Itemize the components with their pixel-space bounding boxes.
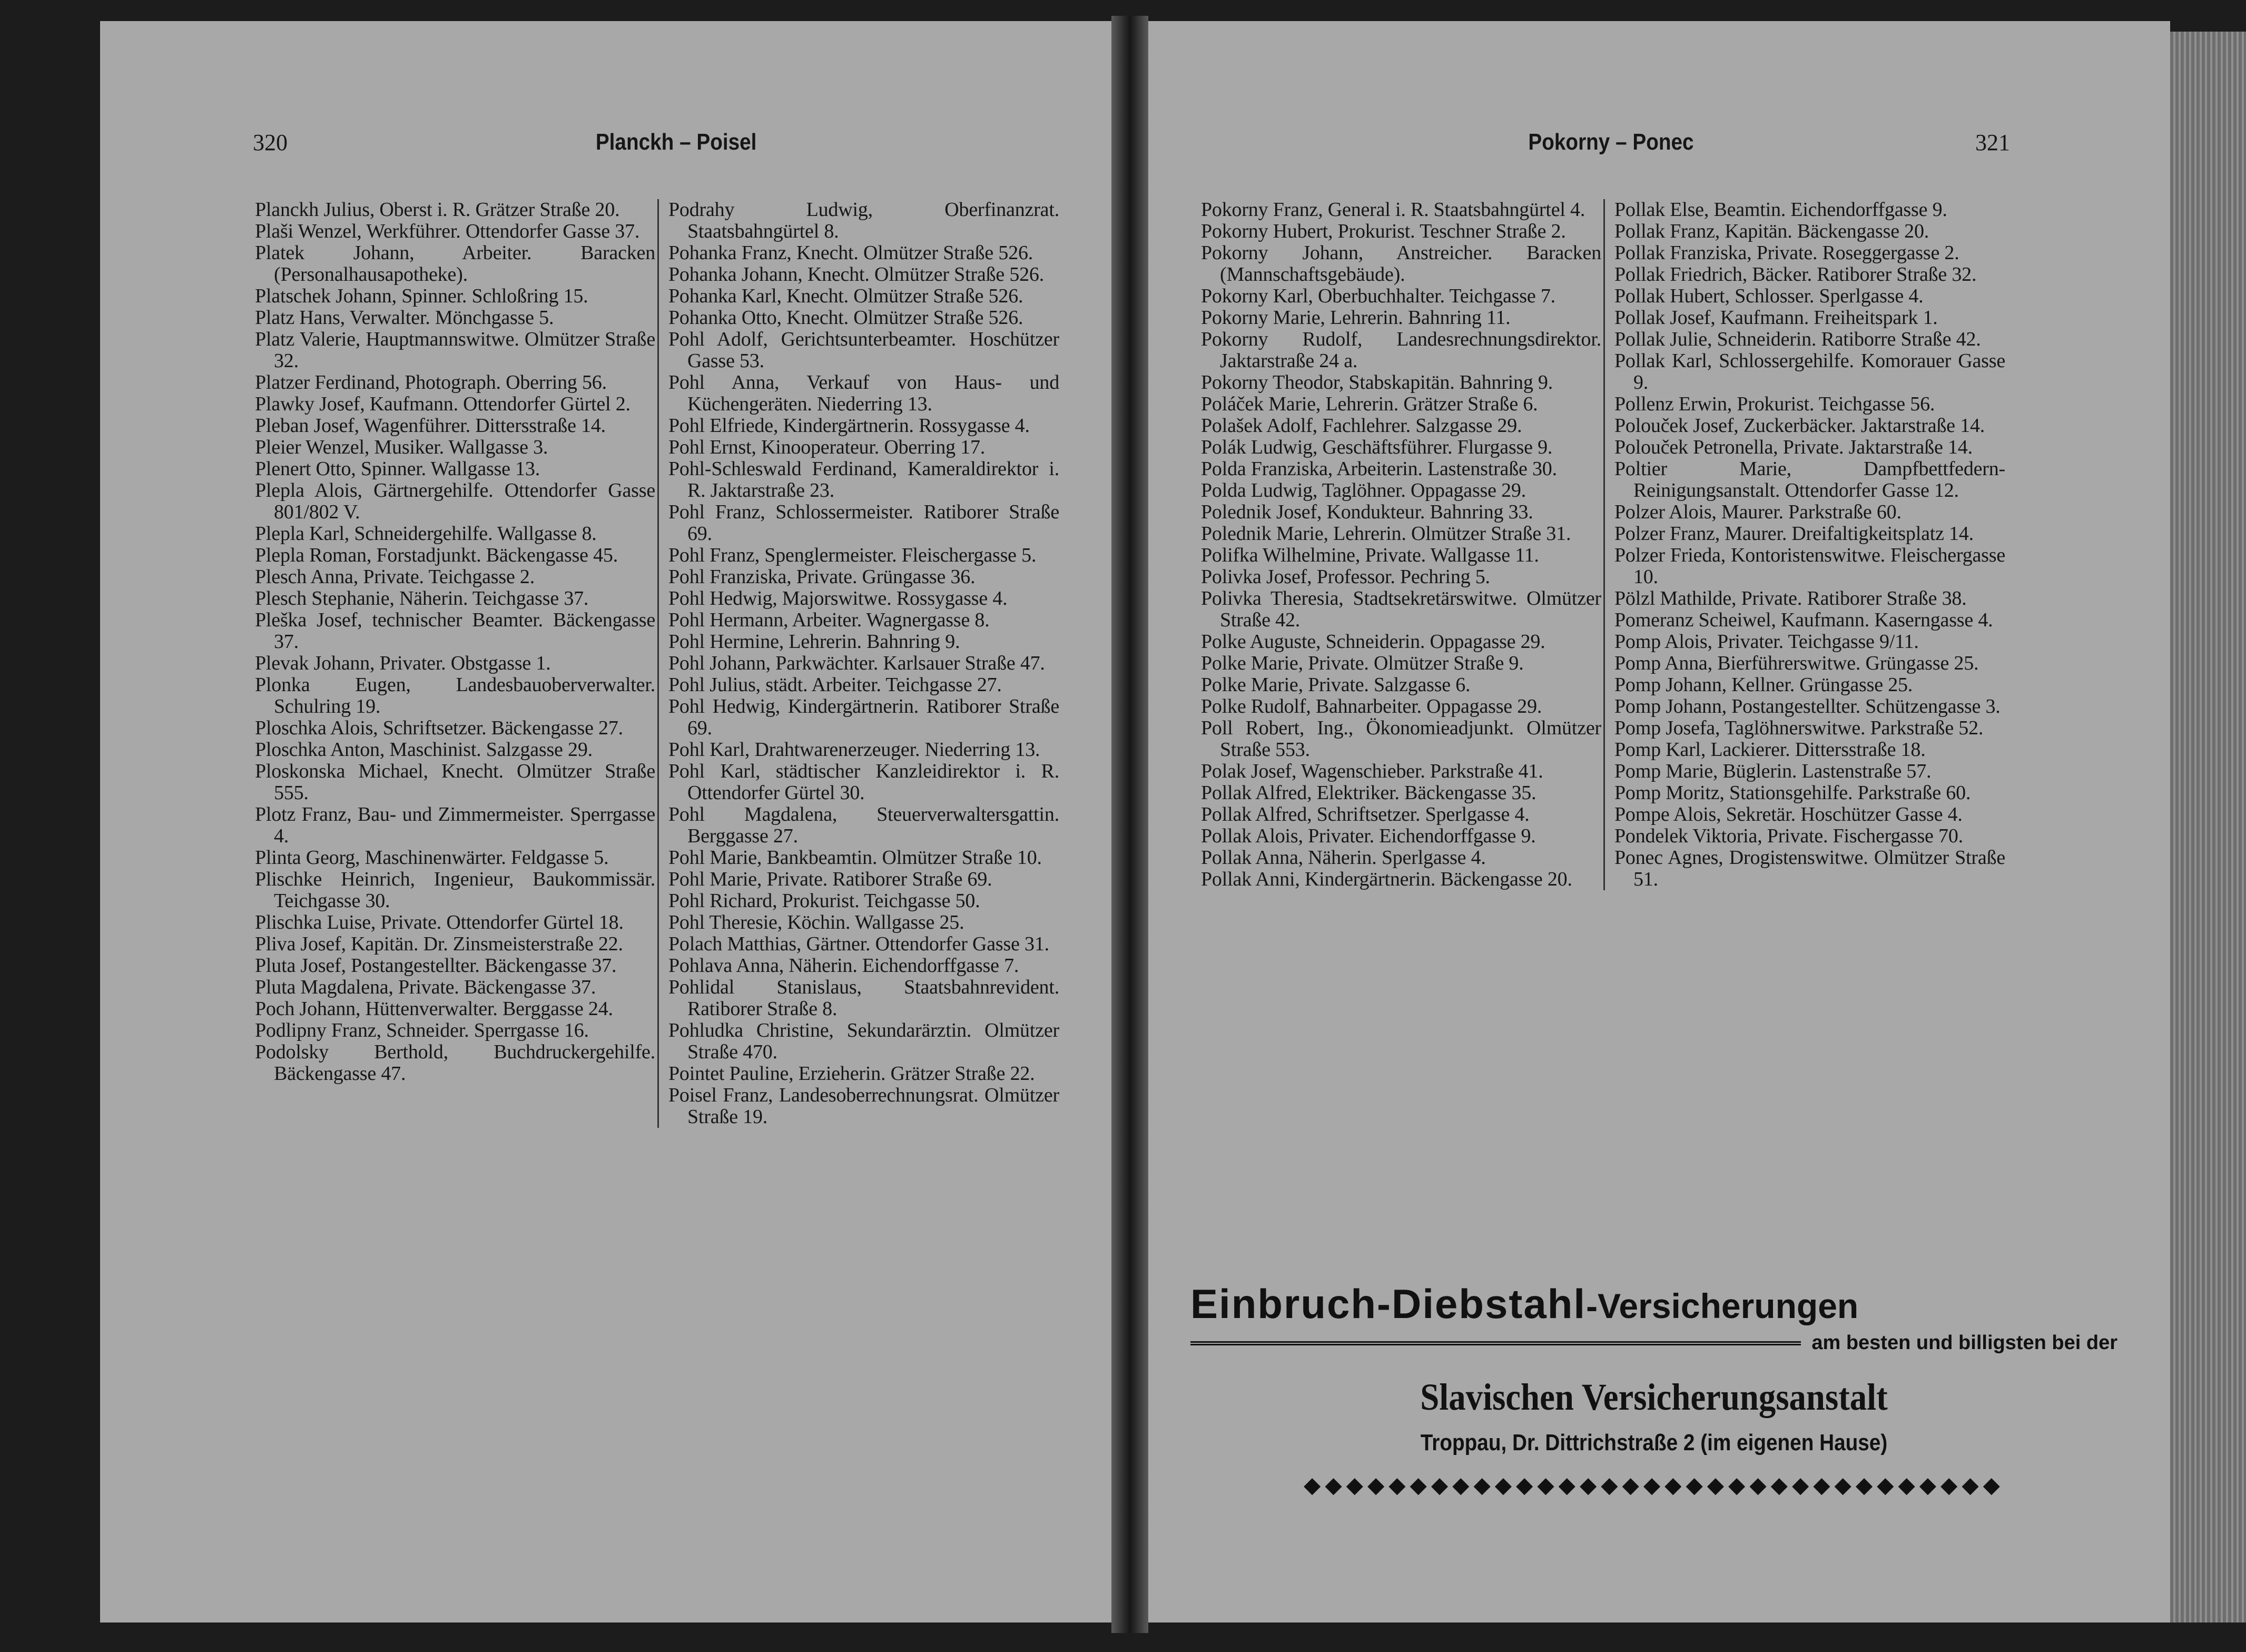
directory-entry: Poláček Marie, Lehrerin. Grätzer Straße 6. xyxy=(1201,393,1538,415)
directory-entry: Pohlava Anna, Näherin. Eichendorffgasse 7. xyxy=(668,955,1019,977)
running-head-right: Pokorny – Ponec xyxy=(1528,129,1694,155)
directory-entry: Plepla Alois, Gärtnergehilfe. Ottendorfer Gasse 801/802 V. xyxy=(255,479,655,523)
directory-entry: Pohl Franz, Spenglermeister. Fleischergasse 5. xyxy=(668,544,1037,566)
directory-entry: Platz Hans, Verwalter. Mönchgasse 5. xyxy=(255,307,554,329)
directory-entry: Ploschka Alois, Schriftsetzer. Bäckengasse 27. xyxy=(255,717,623,739)
directory-entry: Pollak Alfred, Elektriker. Bäckengasse 35. xyxy=(1201,782,1536,804)
directory-entry: Pokorny Johann, Anstreicher. Baracken (Mannschaftsgebäude). xyxy=(1201,242,1601,286)
directory-entry: Polda Franziska, Arbeiterin. Lastenstraße 30. xyxy=(1201,458,1557,480)
directory-entry: Pomp Karl, Lackierer. Dittersstraße 18. xyxy=(1614,739,1926,761)
directory-entry: Plesch Anna, Private. Teichgasse 2. xyxy=(255,566,535,588)
directory-entry: Polivka Josef, Professor. Pechring 5. xyxy=(1201,566,1490,588)
directory-entry: Pohl Karl, Drahtwarenerzeuger. Niederring 13. xyxy=(668,739,1040,761)
ad-company-name: Slavischen Versicherungsanstalt xyxy=(1420,1376,1888,1418)
directory-entry: Polašek Adolf, Fachlehrer. Salzgasse 29. xyxy=(1201,415,1522,437)
directory-entry: Pomp Anna, Bierführerswitwe. Grüngasse 25. xyxy=(1614,652,1979,674)
directory-entry: Polifka Wilhelmine, Private. Wallgasse 11. xyxy=(1201,544,1539,566)
directory-entry: Polzer Franz, Maurer. Dreifaltigkeitsplatz 14. xyxy=(1614,523,1974,545)
directory-entry: Pohlidal Stanislaus, Staatsbahnrevident. Ratiborer Straße 8. xyxy=(668,976,1059,1020)
directory-entry: Polke Auguste, Schneiderin. Oppagasse 29. xyxy=(1201,631,1545,653)
directory-entry: Podrahy Ludwig, Oberfinanzrat. Staatsbahngürtel 8. xyxy=(668,199,1059,242)
directory-entry: Pohl Richard, Prokurist. Teichgasse 50. xyxy=(668,890,980,912)
directory-entry: Pomp Johann, Postangestellter. Schützengasse 3. xyxy=(1614,695,2001,717)
directory-entry: Ploskonska Michael, Knecht. Olmützer Straße 555. xyxy=(255,760,655,804)
left-column-2 xyxy=(657,199,1059,1128)
directory-entry: Polzer Frieda, Kontoristenswitwe. Fleischergasse 10. xyxy=(1614,544,2005,588)
page-number-left: 320 xyxy=(253,130,288,155)
directory-entry: Pokorny Karl, Oberbuchhalter. Teichgasse 7. xyxy=(1201,285,1555,307)
directory-entry: Pohl Ernst, Kinooperateur. Oberring 17. xyxy=(668,436,986,458)
directory-entry: Pleban Josef, Wagenführer. Dittersstraße 14. xyxy=(255,415,606,437)
directory-entry: Plesch Stephanie, Näherin. Teichgasse 37. xyxy=(255,587,589,609)
directory-entry: Pohanka Karl, Knecht. Olmützer Straße 526. xyxy=(668,285,1023,307)
directory-entry: Podlipny Franz, Schneider. Sperrgasse 16. xyxy=(255,1019,589,1041)
page-number-right: 321 xyxy=(1975,130,2010,155)
directory-entry: Pomp Josefa, Taglöhnerswitwe. Parkstraße 52. xyxy=(1614,717,1984,739)
directory-entry: Pohl Hedwig, Kindergärtnerin. Ratiborer Straße 69. xyxy=(668,695,1059,739)
ad-ornament-row: ◆◆◆◆◆◆◆◆◆◆◆◆◆◆◆◆◆◆◆◆◆◆◆◆◆◆◆◆◆◆◆◆◆ xyxy=(1304,1473,2004,1498)
directory-entry: Pohl Franziska, Private. Grüngasse 36. xyxy=(668,566,976,588)
directory-entry: Pomp Johann, Kellner. Grüngasse 25. xyxy=(1614,674,1913,696)
directory-entry: Pollak Anni, Kindergärtnerin. Bäckengasse 20. xyxy=(1201,868,1572,890)
directory-entry: Pohanka Franz, Knecht. Olmützer Straße 526. xyxy=(668,242,1033,264)
directory-entry: Poltier Marie, Dampfbettfedern-Reinigungsanstalt. Ottendorfer Gasse 12. xyxy=(1614,458,2005,502)
directory-entry: Ponec Agnes, Drogistenswitwe. Olmützer Straße 51. xyxy=(1614,847,2005,890)
directory-entry: Pohl Karl, städtischer Kanzleidirektor i. R. Ottendorfer Gürtel 30. xyxy=(668,760,1059,804)
directory-entry: Platek Johann, Arbeiter. Baracken (Personalhausapotheke). xyxy=(255,242,655,286)
directory-entry: Plinta Georg, Maschinenwärter. Feldgasse 5. xyxy=(255,847,609,869)
directory-entry: Plenert Otto, Spinner. Wallgasse 13. xyxy=(255,458,540,480)
directory-entry: Pokorny Franz, General i. R. Staatsbahngürtel 4. xyxy=(1201,199,1585,221)
ad-headline-rest: -Versicherungen xyxy=(1586,1286,1859,1325)
directory-entry: Pollak Julie, Schneiderin. Ratiborre Straße 42. xyxy=(1614,328,1981,350)
directory-entry: Pomp Moritz, Stationsgehilfe. Parkstraße 60. xyxy=(1614,782,1971,804)
directory-entry: Pohl-Schleswald Ferdinand, Kameraldirektor i. R. Jaktarstraße 23. xyxy=(668,458,1059,502)
directory-entry: Pollak Anna, Näherin. Sperlgasse 4. xyxy=(1201,847,1486,869)
directory-entry: Plevak Johann, Privater. Obstgasse 1. xyxy=(255,652,551,674)
directory-entry: Polouček Petronella, Private. Jaktarstraße 14. xyxy=(1614,436,1973,458)
directory-entry: Polivka Theresia, Stadtsekretärswitwe. Olmützer Straße 42. xyxy=(1201,587,1601,631)
directory-entry: Pomeranz Scheiwel, Kaufmann. Kaserngasse 4. xyxy=(1614,609,1993,631)
directory-entry: Pleier Wenzel, Musiker. Wallgasse 3. xyxy=(255,436,548,458)
directory-entry: Pollak Else, Beamtin. Eichendorffgasse 9. xyxy=(1614,199,1947,221)
directory-entry: Pokorny Rudolf, Landesrechnungsdirektor. Jaktarstraße 24 a. xyxy=(1201,328,1601,372)
directory-entry: Polke Marie, Private. Olmützer Straße 9. xyxy=(1201,652,1524,674)
directory-entry: Pollak Franz, Kapitän. Bäckengasse 20. xyxy=(1614,220,1929,242)
directory-entry: Polke Rudolf, Bahnarbeiter. Oppagasse 29. xyxy=(1201,695,1542,717)
directory-entry: Plischka Luise, Private. Ottendorfer Gürtel 18. xyxy=(255,911,624,933)
directory-entry: Pluta Josef, Postangestellter. Bäckengasse 37. xyxy=(255,955,617,977)
directory-entry: Pohl Julius, städt. Arbeiter. Teichgasse 27. xyxy=(668,674,1002,696)
page-edges xyxy=(2170,32,2246,1622)
directory-entry: Plepla Karl, Schneidergehilfe. Wallgasse 8. xyxy=(255,523,597,545)
directory-entry: Pointet Pauline, Erzieherin. Grätzer Straße 22. xyxy=(668,1063,1035,1085)
directory-entry: Pohl Marie, Bankbeamtin. Olmützer Straße 10. xyxy=(668,847,1042,869)
directory-entry: Pölzl Mathilde, Private. Ratiborer Straße 38. xyxy=(1614,587,1967,609)
directory-entry: Pollak Karl, Schlossergehilfe. Komorauer Gasse 9. xyxy=(1614,350,2005,394)
directory-entry: Platschek Johann, Spinner. Schloßring 15. xyxy=(255,285,588,307)
left-page xyxy=(100,21,1111,1622)
ad-headline-main: Einbruch-Diebstahl xyxy=(1190,1281,1587,1327)
directory-entry: Pliva Josef, Kapitän. Dr. Zinsmeisterstraße 22. xyxy=(255,933,623,955)
directory-entry: Pohl Hermine, Lehrerin. Bahnring 9. xyxy=(668,631,960,653)
directory-entry: Pollenz Erwin, Prokurist. Teichgasse 56. xyxy=(1614,393,1935,415)
directory-entry: Pomp Alois, Privater. Teichgasse 9/11. xyxy=(1614,631,1919,653)
directory-entry: Pollak Alois, Privater. Eichendorffgasse 9. xyxy=(1201,825,1536,847)
directory-entry: Polák Ludwig, Geschäftsführer. Flurgasse 9. xyxy=(1201,436,1553,458)
right-page xyxy=(1148,21,2170,1622)
directory-entry: Poisel Franz, Landesoberrechnungsrat. Olmützer Straße 19. xyxy=(668,1084,1059,1128)
directory-entry: Planckh Julius, Oberst i. R. Grätzer Straße 20. xyxy=(255,199,620,221)
directory-entry: Pohludka Christine, Sekundarärztin. Olmützer Straße 470. xyxy=(668,1019,1059,1063)
directory-entry: Pohanka Otto, Knecht. Olmützer Straße 526. xyxy=(668,307,1023,329)
directory-entry: Plepla Roman, Forstadjunkt. Bäckengasse 45. xyxy=(255,544,618,566)
directory-entry: Plaši Wenzel, Werkführer. Ottendorfer Gasse 37. xyxy=(255,220,640,242)
directory-entry: Plawky Josef, Kaufmann. Ottendorfer Gürtel 2. xyxy=(255,393,631,415)
directory-entry: Pohl Hedwig, Majorswitwe. Rossygasse 4. xyxy=(668,587,1008,609)
directory-entry: Polda Ludwig, Taglöhner. Oppagasse 29. xyxy=(1201,479,1526,502)
directory-entry: Pondelek Viktoria, Private. Fischergasse 70. xyxy=(1614,825,1963,847)
directory-entry: Pohl Hermann, Arbeiter. Wagnergasse 8. xyxy=(668,609,990,631)
left-column-1 xyxy=(255,199,655,1085)
directory-entry: Pohl Magdalena, Steuerverwaltersgattin. Berggasse 27. xyxy=(668,803,1059,847)
running-head-left: Planckh – Poisel xyxy=(595,129,757,155)
directory-entry: Pohl Theresie, Köchin. Wallgasse 25. xyxy=(668,911,964,933)
directory-entry: Platzer Ferdinand, Photograph. Oberring 56. xyxy=(255,371,607,394)
directory-entry: Pohanka Johann, Knecht. Olmützer Straße 526. xyxy=(668,263,1045,286)
directory-entry: Pleška Josef, technischer Beamter. Bäckengasse 37. xyxy=(255,609,655,653)
insurance-advertisement xyxy=(1190,1280,2117,1498)
directory-entry: Pompe Alois, Sekretär. Hoschützer Gasse 4. xyxy=(1614,803,1963,825)
directory-entry: Pohl Johann, Parkwächter. Karlsauer Straße 47. xyxy=(668,652,1045,674)
directory-entry: Polednik Marie, Lehrerin. Olmützer Straße 31. xyxy=(1201,523,1571,545)
directory-entry: Polednik Josef, Kondukteur. Bahnring 33. xyxy=(1201,501,1533,523)
directory-entry: Pollak Hubert, Schlosser. Sperlgasse 4. xyxy=(1614,285,1924,307)
ad-headline xyxy=(1190,1280,2117,1330)
directory-entry: Pollak Alfred, Schriftsetzer. Sperlgasse 4. xyxy=(1201,803,1530,825)
book-spine xyxy=(1111,16,1148,1633)
directory-entry: Podolsky Berthold, Buchdruckergehilfe. Bäckengasse 47. xyxy=(255,1041,655,1085)
directory-entry: Pokorny Marie, Lehrerin. Bahnring 11. xyxy=(1201,307,1511,329)
directory-entry: Plotz Franz, Bau- und Zimmermeister. Sperrgasse 4. xyxy=(255,803,655,847)
directory-entry: Polouček Josef, Zuckerbäcker. Jaktarstraße 14. xyxy=(1614,415,1985,437)
directory-entry: Ploschka Anton, Maschinist. Salzgasse 29. xyxy=(255,739,593,761)
right-column-1 xyxy=(1201,199,1601,890)
directory-entry: Platz Valerie, Hauptmannswitwe. Olmützer Straße 32. xyxy=(255,328,655,372)
right-column-2 xyxy=(1603,199,2005,890)
directory-entry: Polach Matthias, Gärtner. Ottendorfer Gasse 31. xyxy=(668,933,1049,955)
directory-entry: Pokorny Hubert, Prokurist. Teschner Straße 2. xyxy=(1201,220,1566,242)
directory-entry: Pluta Magdalena, Private. Bäckengasse 37. xyxy=(255,976,596,998)
directory-entry: Pohl Franz, Schlossermeister. Ratiborer Straße 69. xyxy=(668,501,1059,545)
ad-tagline: am besten und billigsten bei der xyxy=(1811,1332,2117,1354)
directory-entry: Polke Marie, Private. Salzgasse 6. xyxy=(1201,674,1471,696)
directory-entry: Pollak Franziska, Private. Roseggergasse 2. xyxy=(1614,242,1959,264)
directory-entry: Pohl Elfriede, Kindergärtnerin. Rossygasse 4. xyxy=(668,415,1030,437)
directory-entry: Pohl Marie, Private. Ratiborer Straße 69. xyxy=(668,868,992,890)
ad-rule xyxy=(1190,1332,2117,1354)
directory-entry: Poch Johann, Hüttenverwalter. Berggasse 24. xyxy=(255,998,613,1020)
directory-entry: Polak Josef, Wagenschieber. Parkstraße 41. xyxy=(1201,760,1543,782)
directory-entry: Pollak Josef, Kaufmann. Freiheitspark 1. xyxy=(1614,307,1938,329)
ad-address: Troppau, Dr. Dittrichstraße 2 (im eigenen Hause) xyxy=(1420,1430,1888,1456)
directory-entry: Pollak Friedrich, Bäcker. Ratiborer Straße 32. xyxy=(1614,263,1977,286)
directory-entry: Pokorny Theodor, Stabskapitän. Bahnring 9. xyxy=(1201,371,1553,394)
directory-entry: Plischke Heinrich, Ingenieur, Baukommissär. Teichgasse 30. xyxy=(255,868,655,912)
directory-entry: Pomp Marie, Büglerin. Lastenstraße 57. xyxy=(1614,760,1932,782)
directory-entry: Pohl Adolf, Gerichtsunterbeamter. Hoschützer Gasse 53. xyxy=(668,328,1059,372)
directory-entry: Plonka Eugen, Landesbauoberverwalter. Schulring 19. xyxy=(255,674,655,717)
directory-entry: Polzer Alois, Maurer. Parkstraße 60. xyxy=(1614,501,1902,523)
ad-rule-line xyxy=(1190,1341,1801,1345)
directory-entry: Poll Robert, Ing., Ökonomieadjunkt. Olmützer Straße 553. xyxy=(1201,717,1601,761)
directory-entry: Pohl Anna, Verkauf von Haus- und Küchengeräten. Niederring 13. xyxy=(668,371,1059,415)
